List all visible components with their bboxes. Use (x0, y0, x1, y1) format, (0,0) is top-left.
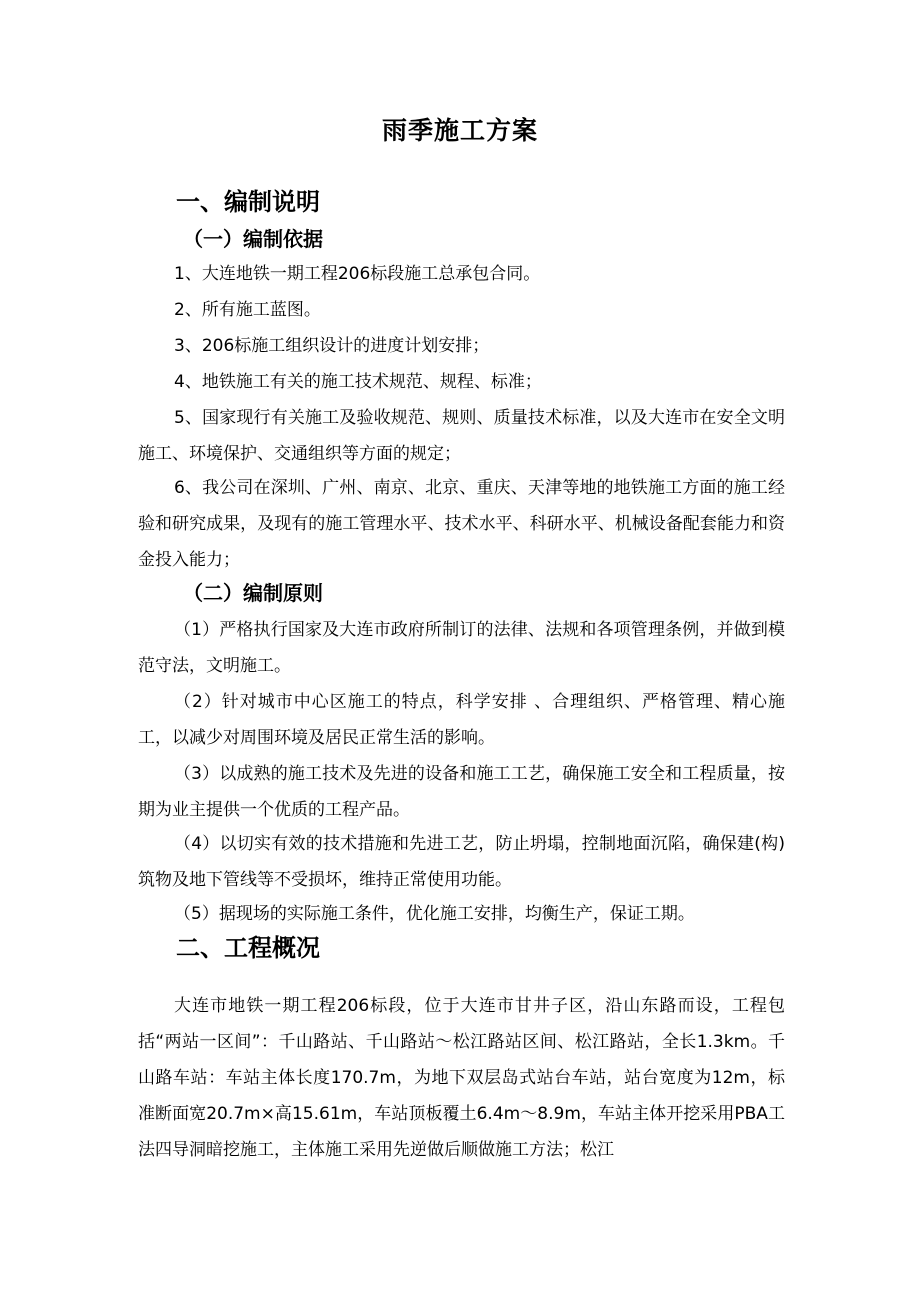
principle-item-2: （2）针对城市中心区施工的特点，科学安排 、合理组织、严格管理、精心施工，以减少对周围环境及居民正常生活的影响。 (138, 692, 785, 748)
principle-item-3: （3）以成熟的施工技术及先进的设备和施工工艺，确保施工安全和工程质量，按期为业主提供一个优质的工程产品。 (138, 764, 785, 820)
subsection-heading-principles: （二）编制原则 (183, 581, 323, 605)
principle-item-4: （4）以切实有效的技术措施和先进工艺，防止坍塌，控制地面沉陷，确保建(构)筑物及地下管线等不受损坏，维持正常使用功能。 (138, 834, 785, 890)
basis-item-1: 1、大连地铁一期工程206标段施工总承包合同。 (174, 264, 541, 284)
basis-item-5: 5、国家现行有关施工及验收规范、规则、质量技术标准，以及大连市在安全文明施工、环境保护、交通组织等方面的规定； (138, 408, 785, 464)
principle-item-1: （1）严格执行国家及大连市政府所制订的法律、法规和各项管理条例，并做到模范守法，文明施工。 (138, 620, 785, 676)
principle-item-5: （5）据现场的实际施工条件，优化施工安排，均衡生产，保证工期。 (174, 904, 695, 924)
basis-item-4: 4、地铁施工有关的施工技术规范、规程、标准； (174, 372, 542, 392)
project-overview-paragraph: 大连市地铁一期工程206标段，位于大连市甘井子区，沿山东路而设，工程包括“两站一区间”：千山路站、千山路站～松江路站区间、松江路站，全长1.3km。千山路车站：车站主体长度170.7m，为地下双层岛式站台车站，站台宽度为12m，标准断面宽20.7m×高15.61m，车站顶板覆土6.4m～8.9m，车站主体开挖采用PBA工法四导洞暗挖施工，主体施工采用先逆做后顺做施工方法；松江 (138, 996, 785, 1160)
basis-item-3: 3、206标施工组织设计的进度计划安排； (174, 336, 490, 356)
section-heading-1: 一、编制说明 (176, 188, 320, 216)
document-title: 雨季施工方案 (381, 116, 538, 145)
subsection-heading-basis: （一）编制依据 (183, 227, 323, 251)
basis-item-2: 2、所有施工蓝图。 (174, 300, 321, 320)
basis-item-6: 6、我公司在深圳、广州、南京、北京、重庆、天津等地的地铁施工方面的施工经验和研究成果，及现有的施工管理水平、技术水平、科研水平、机械设备配套能力和资金投入能力； (138, 478, 785, 570)
section-heading-2: 二、工程概况 (176, 934, 320, 962)
